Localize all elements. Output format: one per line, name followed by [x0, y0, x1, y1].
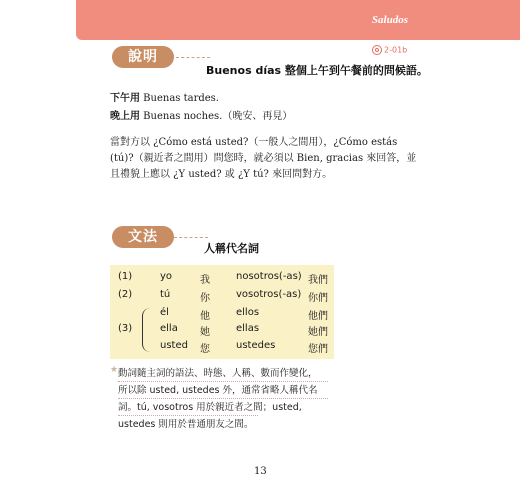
row-3-sing-zh: 他	[200, 311, 210, 322]
note-rule-3	[118, 415, 258, 416]
header-bar	[76, 0, 520, 40]
row-3-plur-zh: 他們	[308, 311, 328, 322]
row-1-num: (1)	[118, 271, 133, 282]
grammar-label: 文法	[112, 226, 174, 248]
row-2-num: (2)	[118, 289, 133, 300]
explanation-heading: Buenos días 整個上午到午餐前的問候語。	[206, 64, 428, 77]
row-4-num: (3)	[118, 323, 133, 334]
afternoon-text: Buenas tardes.	[140, 93, 219, 104]
note-rule-2	[118, 398, 328, 399]
evening-line	[110, 109, 292, 125]
grammar-divider	[174, 237, 208, 238]
row-5-plur-zh: 您們	[308, 344, 328, 355]
row-1-sing: yo	[160, 271, 173, 282]
afternoon-line	[110, 91, 219, 107]
row-4-sing: ella	[160, 323, 178, 334]
evening-text: Buenas noches.（晚安、再見）	[140, 111, 293, 122]
row-4-plur-zh: 她們	[308, 327, 328, 338]
row-5-plur: ustedes	[236, 340, 276, 351]
row-1-sing-zh: 我	[200, 275, 210, 286]
row-3-sing: él	[160, 307, 169, 318]
explanation-label: 說明	[112, 46, 174, 68]
row-5-sing-zh: 您	[200, 344, 210, 355]
audio-track-label: 2-01b	[384, 45, 408, 55]
afternoon-time: 下午用	[110, 93, 140, 104]
note-star-icon: ★	[110, 365, 119, 375]
explanation-divider	[176, 57, 210, 58]
page-number: 13	[254, 466, 267, 477]
note-rule-1	[118, 381, 328, 382]
pronoun-table	[110, 265, 334, 359]
row-2-plur-zh: 你們	[308, 293, 328, 304]
header-title: Saludos	[371, 14, 408, 26]
audio-cd-icon	[372, 45, 382, 55]
row-4-plur: ellas	[236, 323, 260, 334]
audio-track-ref	[372, 45, 407, 55]
explanation-body: 當對方以 ¿Cómo está usted?（一般人之間用），¿Cómo estás (tú)?（親近者之間用）問您時，就必須以 Bien, gracias 來回答，並且禮貌上應以 ¿Y usted? 或 ¿Y tú? 來回問對方。	[110, 137, 417, 180]
row-1-plur: nosotros(-as)	[236, 271, 302, 282]
row-2-sing-zh: 你	[200, 293, 210, 304]
third-person-brace	[142, 308, 151, 352]
grammar-note: 動詞隨主詞的語法、時態、人稱、數而作變化，所以除 usted, ustedes 外，通常省略人稱代名詞。tú, vosotros 用於親近者之間；usted, ustedes 則用於普通朋友之間。	[118, 368, 318, 430]
row-2-plur: vosotros(-as)	[236, 289, 302, 300]
row-2-sing: tú	[160, 289, 171, 300]
row-1-plur-zh: 我們	[308, 275, 328, 286]
row-4-sing-zh: 她	[200, 327, 210, 338]
row-5-sing: usted	[160, 340, 188, 351]
row-3-plur: ellos	[236, 307, 260, 318]
grammar-heading: 人稱代名詞	[204, 242, 259, 255]
evening-time: 晚上用	[110, 111, 140, 122]
